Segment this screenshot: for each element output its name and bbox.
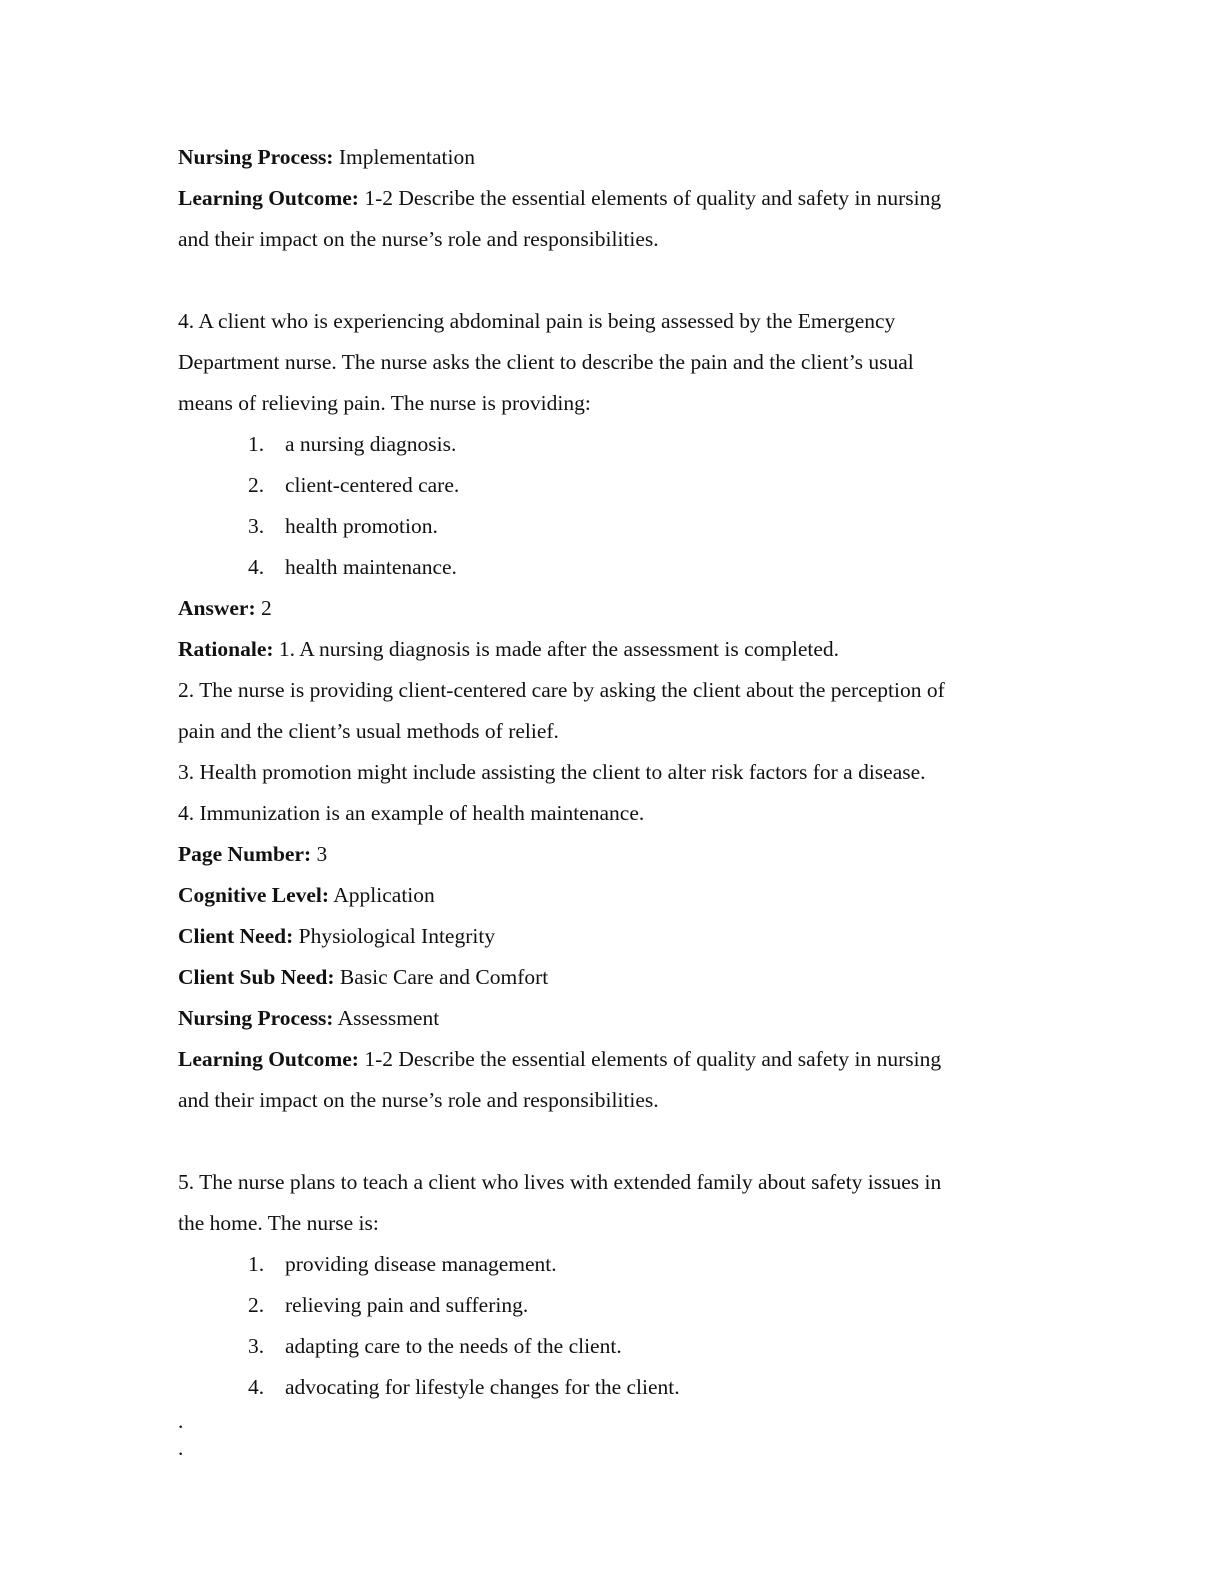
learning-outcome-label: Learning Outcome: xyxy=(178,1047,359,1071)
answer-option xyxy=(178,508,1048,549)
answer-option xyxy=(178,426,1048,467)
option-text: advocating for lifestyle changes for the client. xyxy=(285,1375,680,1399)
client-sub-need-line xyxy=(178,959,1048,1000)
option-number: 4. xyxy=(248,555,265,579)
spacer xyxy=(178,1123,1048,1164)
learning-outcome-continuation: and their impact on the nurse’s role and responsibilities. xyxy=(178,1088,659,1112)
option-text: client-centered care. xyxy=(285,473,460,497)
page-number-label: Page Number: xyxy=(178,842,312,866)
question-stem: the home. The nurse is: xyxy=(178,1211,379,1235)
option-text: a nursing diagnosis. xyxy=(285,432,457,456)
answer-option xyxy=(178,1287,1048,1328)
question-stem: 4. A client who is experiencing abdominal pain is being assessed by the Emergency xyxy=(178,309,896,333)
rationale-text: 4. Immunization is an example of health maintenance. xyxy=(178,801,645,825)
client-sub-need-label: Client Sub Need: xyxy=(178,965,335,989)
answer-option xyxy=(178,1369,1048,1410)
answer-option xyxy=(178,1328,1048,1369)
learning-outcome-text: 1-2 Describe the essential elements of quality and safety in nursing xyxy=(358,1047,942,1071)
question-stem: Department nurse. The nurse asks the client to describe the pain and the client’s usual xyxy=(178,350,914,374)
learning-outcome-line xyxy=(178,180,1048,221)
document-page xyxy=(178,139,1048,1464)
option-text: health maintenance. xyxy=(285,555,457,579)
option-number: 2. xyxy=(248,1293,265,1317)
option-number: 3. xyxy=(248,1334,265,1358)
client-need-label: Client Need: xyxy=(178,924,294,948)
page-number-line xyxy=(178,836,1048,877)
learning-outcome-continuation: and their impact on the nurse’s role and responsibilities. xyxy=(178,227,659,251)
nursing-process-value: Assessment xyxy=(333,1006,440,1030)
option-text: adapting care to the needs of the client. xyxy=(285,1334,622,1358)
answer-option xyxy=(178,1246,1048,1287)
answer-option xyxy=(178,549,1048,590)
answer-line xyxy=(178,590,1048,631)
answer-label: Answer: xyxy=(178,596,256,620)
page-number-value: 3 xyxy=(311,842,328,866)
rationale-label: Rationale: xyxy=(178,637,274,661)
answer-option xyxy=(178,467,1048,508)
client-need-line xyxy=(178,918,1048,959)
nursing-process-line xyxy=(178,139,1048,180)
nursing-process-label: Nursing Process: xyxy=(178,1006,334,1030)
trailing-dot: . xyxy=(178,1436,184,1460)
learning-outcome-label: Learning Outcome: xyxy=(178,186,359,210)
option-text: health promotion. xyxy=(285,514,438,538)
option-number: 1. xyxy=(248,1252,265,1276)
rationale-text: pain and the client’s usual methods of relief. xyxy=(178,719,559,743)
option-number: 3. xyxy=(248,514,265,538)
rationale-text: 2. The nurse is providing client-centered care by asking the client about the perception of xyxy=(178,678,945,702)
option-text: providing disease management. xyxy=(285,1252,557,1276)
client-sub-need-value: Basic Care and Comfort xyxy=(334,965,549,989)
nursing-process-line xyxy=(178,1000,1048,1041)
cognitive-level-value: Application xyxy=(329,883,435,907)
question-stem: 5. The nurse plans to teach a client who lives with extended family about safety issues in xyxy=(178,1170,942,1194)
nursing-process-label: Nursing Process: xyxy=(178,145,334,169)
cognitive-level-label: Cognitive Level: xyxy=(178,883,330,907)
client-need-value: Physiological Integrity xyxy=(293,924,496,948)
cognitive-level-line xyxy=(178,877,1048,918)
rationale-line xyxy=(178,631,1048,672)
nursing-process-value: Implementation xyxy=(333,145,475,169)
rationale-text: 1. A nursing diagnosis is made after the assessment is completed. xyxy=(273,637,840,661)
question-stem: means of relieving pain. The nurse is providing: xyxy=(178,391,591,415)
answer-value: 2 xyxy=(255,596,272,620)
rationale-text: 3. Health promotion might include assisting the client to alter risk factors for a disease. xyxy=(178,760,926,784)
option-number: 4. xyxy=(248,1375,265,1399)
option-number: 2. xyxy=(248,473,265,497)
option-number: 1. xyxy=(248,432,265,456)
spacer xyxy=(178,262,1048,303)
option-text: relieving pain and suffering. xyxy=(285,1293,529,1317)
learning-outcome-line xyxy=(178,1041,1048,1082)
trailing-dot: . xyxy=(178,1409,184,1433)
learning-outcome-text: 1-2 Describe the essential elements of quality and safety in nursing xyxy=(358,186,942,210)
